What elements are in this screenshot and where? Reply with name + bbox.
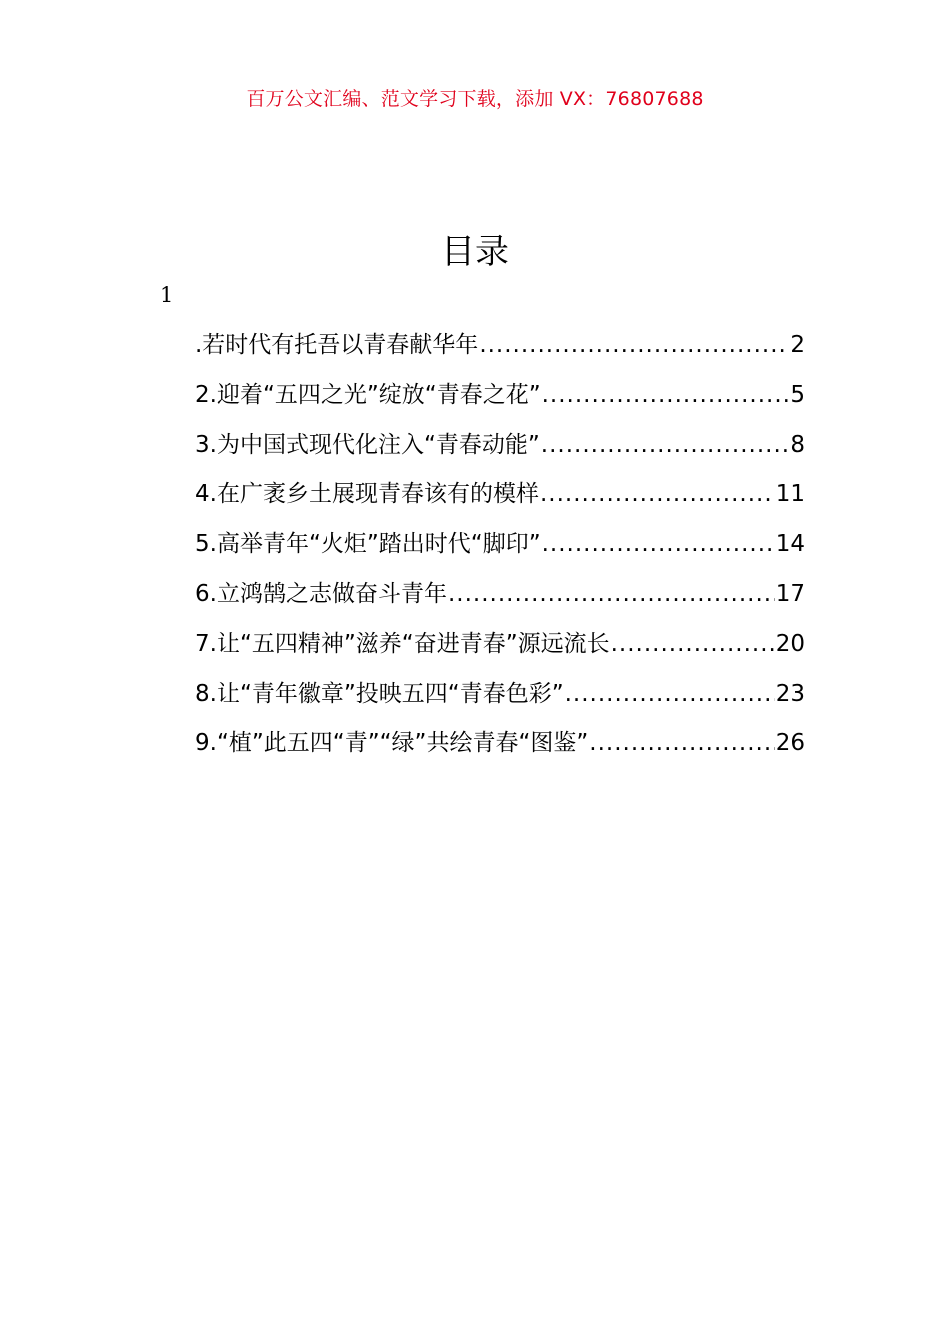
toc-dot-leader xyxy=(589,730,774,756)
toc-dot-leader xyxy=(448,581,775,607)
toc-entry-7[interactable] xyxy=(195,625,805,675)
toc-entry-title: 6.立鸿鹄之志做奋斗青年 xyxy=(195,580,447,607)
toc-entry-title: 9.“植”此五四“青”“绿”共绘青春“图鉴” xyxy=(195,730,589,757)
toc-entry-5[interactable] xyxy=(195,525,805,575)
header-note: 百万公文汇编、范文学习下载，添加 VX：76807688 xyxy=(246,88,704,110)
toc-dot-leader xyxy=(479,332,789,358)
toc-entry-title: 8.让“青年徽章”投映五四“青春色彩” xyxy=(195,680,564,707)
toc-entry-title: 7.让“五四精神”滋养“奋进青春”源远流长 xyxy=(195,630,610,657)
toc-entry-8[interactable] xyxy=(195,675,805,725)
toc-dot-leader xyxy=(565,681,775,707)
toc-dot-leader xyxy=(540,481,775,507)
toc-page-number: 17 xyxy=(775,580,805,607)
toc-page-number: 11 xyxy=(775,481,805,508)
toc-page-number: 26 xyxy=(775,730,805,757)
toc-dot-leader xyxy=(541,432,790,458)
toc-entry-title: .若时代有托吾以青春献华年 xyxy=(195,332,479,358)
toc-level-marker: 1 xyxy=(160,283,174,307)
toc-entry-6[interactable] xyxy=(195,575,805,625)
toc-entry-title: 3.为中国式现代化注入“青春动能” xyxy=(195,431,540,458)
toc-dot-leader xyxy=(542,531,775,557)
toc-page-number: 23 xyxy=(775,680,805,707)
table-of-contents xyxy=(195,326,805,774)
toc-page-number: 2 xyxy=(790,332,805,358)
toc-dot-leader xyxy=(542,382,790,408)
toc-entry-3[interactable] xyxy=(195,426,805,476)
toc-entry-9[interactable] xyxy=(195,724,805,774)
toc-dot-leader xyxy=(611,631,775,657)
toc-page-number: 14 xyxy=(775,531,805,558)
toc-entry-2[interactable] xyxy=(195,376,805,426)
toc-page-number: 8 xyxy=(790,431,805,458)
toc-entry-4[interactable] xyxy=(195,475,805,525)
toc-page-number: 20 xyxy=(775,630,805,657)
toc-entry-title: 2.迎着“五四之光”绽放“青春之花” xyxy=(195,381,541,408)
toc-entry-title: 5.高举青年“火炬”踏出时代“脚印” xyxy=(195,531,541,558)
page-title: 目录 xyxy=(441,232,509,272)
toc-entry-1[interactable] xyxy=(195,326,805,376)
toc-entry-title: 4.在广袤乡土展现青春该有的模样 xyxy=(195,481,539,508)
toc-page-number: 5 xyxy=(790,381,805,408)
